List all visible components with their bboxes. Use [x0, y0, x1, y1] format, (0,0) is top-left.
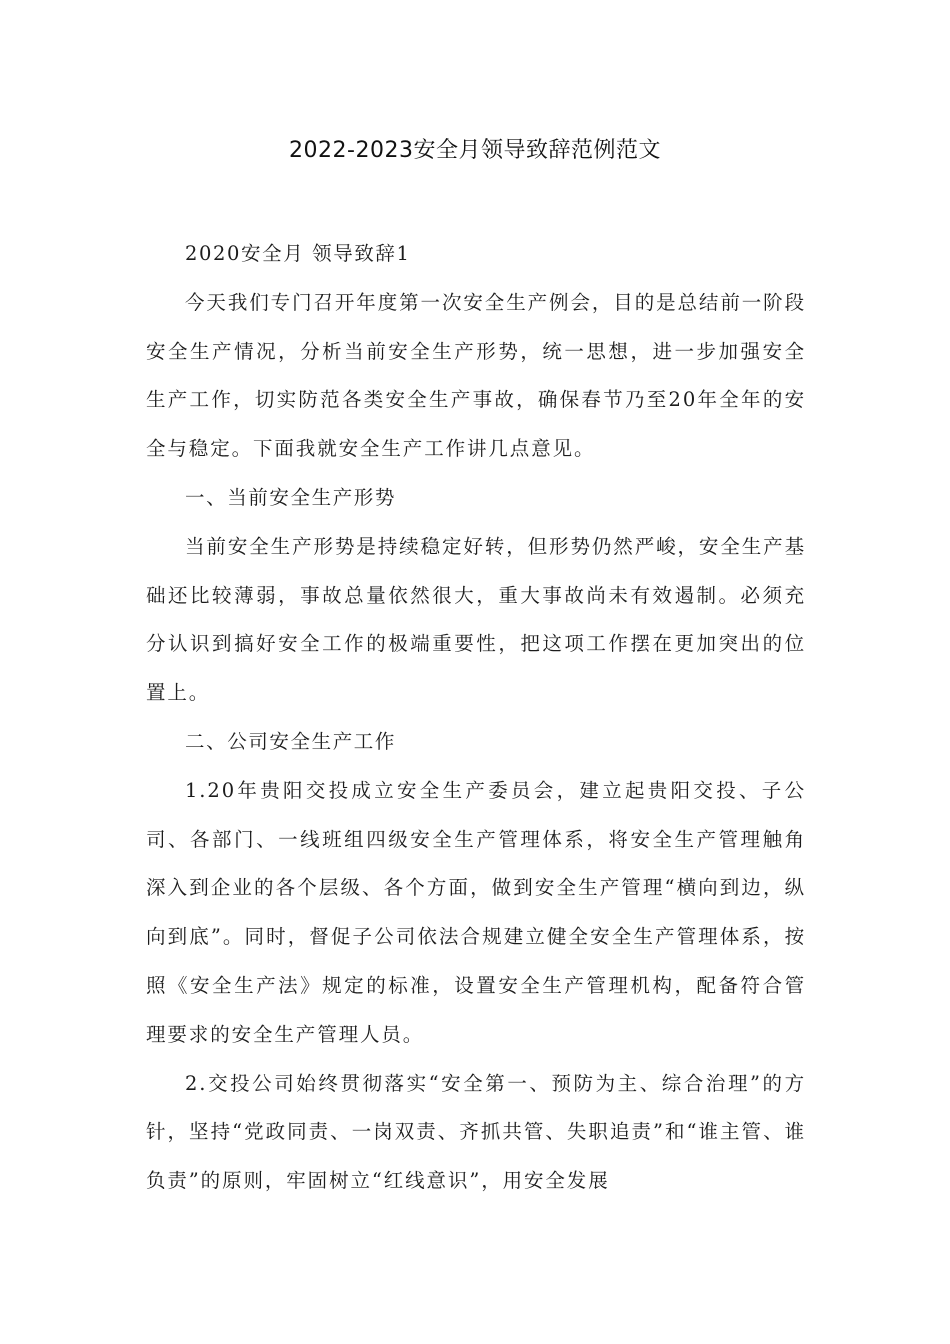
document-title: 2022-2023安全月领导致辞范例范文 — [289, 138, 661, 163]
paragraph-item-2: 2.交投公司始终贯彻落实“安全第一、预防为主、综合治理”的方针，坚持“党政同责、一岗双责、齐抓共管、失职追责”和“谁主管、谁负责”的原则，牢固树立“红线意识”，用安全发展 — [146, 1071, 806, 1193]
section-heading-1: 一、当前安全生产形势 — [185, 485, 397, 509]
paragraph-item-1: 1.20年贵阳交投成立安全生产委员会，建立起贵阳交投、子公司、各部门、一线班组四级安全生产管理体系，将安全生产管理触角深入到企业的各个层级、各个方面，做到安全生产管理“横向到边，纵向到底”。同时，督促子公司依法合规建立健全安全生产管理体系，按照《安全生产法》规定的标准，设置安全生产管理机构，配备符合管理要求的安全生产管理人员。 — [146, 778, 806, 1046]
document-body — [146, 230, 806, 1206]
section-heading-2: 二、公司安全生产工作 — [185, 729, 397, 753]
paragraph-intro: 今天我们专门召开年度第一次安全生产例会，目的是总结前一阶段安全生产情况，分析当前安全生产形势，统一思想，进一步加强安全生产工作，切实防范各类安全生产事故，确保春节乃至20年全年的安全与稳定。下面我就安全生产工作讲几点意见。 — [146, 290, 806, 461]
speech-subtitle: 2020安全月 领导致辞1 — [185, 242, 411, 265]
paragraph-situation: 当前安全生产形势是持续稳定好转，但形势仍然严峻，安全生产基础还比较薄弱，事故总量依然很大，重大事故尚未有效遏制。必须充分认识到搞好安全工作的极端重要性，把这项工作摆在更加突出的位置上。 — [146, 534, 806, 705]
